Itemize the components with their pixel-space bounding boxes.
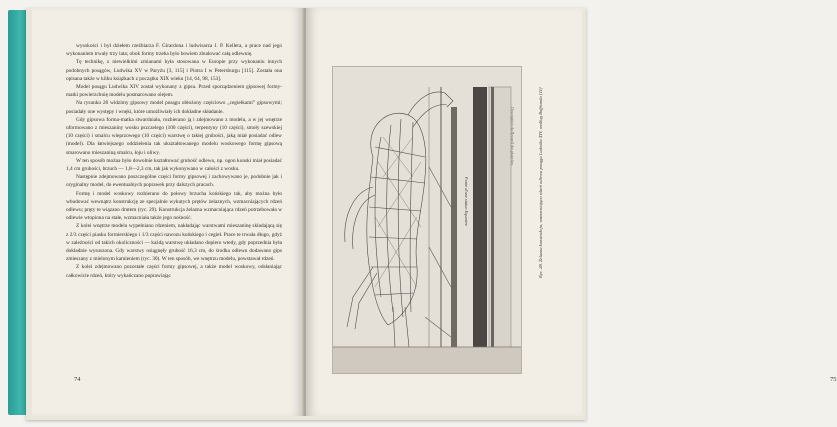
paragraph: Formę i model woskowy rozbierano do połowy brzucha końskiego tak, aby można było wbudować wewnątrz konstrukcję ze specjalnie wykutych prętów żelaznych, wzmacniających rdzeń odlewu; pręty te wiązano drutem (ryc. 29). Konstrukcja żelazna wzmacniająca rdzeń potrzebowała w odlewie wtopiona na stałe, wzmacniała także jego nośność. bbox=[66, 190, 282, 222]
paragraph: wysokości i był dziełem rzeźbiarza F. Girardona i ludwisarza J. P. Kellera, a prace nad jego wykonaniem trwały trzy lata; obok formy trzeba było bowiem zbudować całą odlewnię. bbox=[66, 43, 282, 58]
armature-engraving-icon bbox=[333, 67, 521, 373]
paragraph: Gdy gipsowa forma-matka stwardniała, rozbierano ją i zdejmowano z modelu, a w jej wnętrze uformowano z mieszaniny wosku pszczelego (100 części), terpentyny (10 części), smoły szewskiej (10 części) i smalcu wieprzowego (10 części) warstwę o takiej grubości, jaką miał posiadać odlew (model). Dla łatwiejszego oddzielenia tak ukształtowanego modelu woskowego formę gipsową smarowano mieszaniną smalcu, łoju i oliwy. bbox=[66, 116, 282, 156]
paragraph: Tę technikę, z niewielkimi zmianami była stosowana w Europie przy wykonaniu innych podobnych posągów, Ludwika XV w Paryżu [3, 115] i Piotra I w Petersburgu [115]. Została ona opisana także w kilku książkach z początku XIX wieku [14, 64, 98, 153]. bbox=[66, 59, 282, 82]
figure-caption: Ryc. 28. Żelazna konstrukcja, wzmacniająca rdzeń odlewu posągu Ludwika XIV, według Boffranda [11] bbox=[538, 87, 543, 278]
page-number-right: 75 bbox=[830, 376, 837, 383]
open-book bbox=[26, 8, 837, 420]
engraving-figure bbox=[332, 66, 522, 374]
figure-inscription: Description du Recueil des planches bbox=[510, 107, 515, 166]
paragraph: Na rysunku 28 widzimy gipsowy model posągu obłożony częściowo „cegiełkami” gipsowymi; posiadały one występy i wnęki, które umożliwiały ich dokładne składanie. bbox=[66, 100, 282, 115]
figure-inscription: Fonte d'une statue Equestre bbox=[464, 177, 469, 226]
paragraph: W ten sposób można było dowolnie kształtować grubość odlewu, np. ogon konski miał posiadać 1,4 cm grubości, brzuch — 1,8—2,3 cm, tak jak wykonywano w całości z wosku. bbox=[66, 157, 282, 173]
right-page bbox=[306, 8, 837, 416]
left-page bbox=[32, 8, 304, 416]
paragraph: Następnie zdejmowano poszczególne części formy gipsowej i zachowywano je, podobnie jak i oryginalny model, do ewentualnych poprawek przy dalszych pracach. bbox=[66, 174, 282, 189]
paragraph: Model posągu Ludwika XIV został wykonany z gipsu. Przed sporządzeniem gipsowej formy-matki powierzchnię modelu posmarowano olejem. bbox=[66, 84, 282, 99]
paragraph: Z kolei wnętrze modelu wypełniano rdzeniem, nakładając warstwami mieszaninę składającą się z 2/3 części piasku formierskiego i 1/3 części nawozu końskiego i cegieł. Prace te trwała długo, gdyż w zależności od takich okoliczności — każdą warstwę układano dopiero wtedy, gdy poprzednia była dokładnie wysuszona. Gdy warstwy osiągnęły grubość 16,3 cm, do środka odlewu dodawano gips zmieszany z mielonym kamieniem (ryc. 30). W ten sposób, we wnętrzu modelu, powstawał rdzeń. bbox=[66, 223, 282, 263]
paragraph: Z kolei zdejmowano pozostałe części formy gipsowej, a także model woskowy, odsłaniając całkowicie rdzeń, który wykańczano poprawiając bbox=[66, 264, 282, 279]
left-page-text bbox=[66, 42, 282, 280]
page-number-left: 74 bbox=[74, 376, 81, 383]
